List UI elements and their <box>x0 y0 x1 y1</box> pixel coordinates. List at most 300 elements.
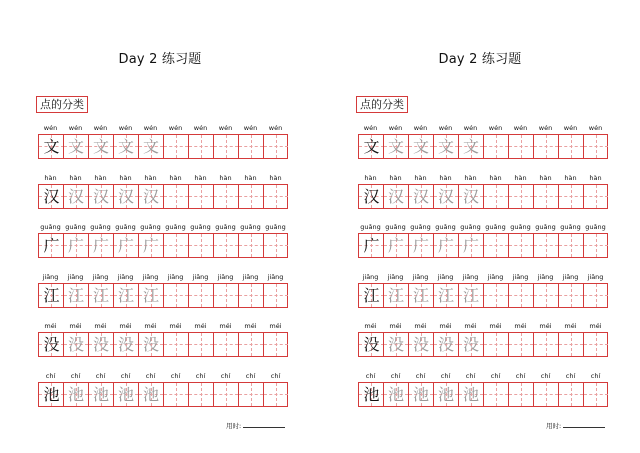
pinyin-label: jiāng <box>437 272 454 281</box>
trace-character: 没 <box>462 335 479 354</box>
guide-line-vertical <box>596 333 597 356</box>
pinyin-label: hàn <box>94 173 107 182</box>
writing-cell[interactable] <box>359 284 384 307</box>
writing-cell[interactable] <box>63 333 88 356</box>
model-character: 汉 <box>363 186 380 206</box>
writing-cell[interactable] <box>39 234 64 257</box>
pinyin-label: wén <box>193 124 208 132</box>
writing-cell[interactable] <box>533 383 558 406</box>
writing-cell[interactable] <box>63 284 88 307</box>
writing-cell[interactable] <box>383 284 408 307</box>
pinyin-label: méi <box>44 322 57 330</box>
trace-character: 江 <box>462 285 479 305</box>
writing-cell[interactable] <box>238 234 263 257</box>
time-field <box>546 421 605 430</box>
writing-cell[interactable] <box>433 185 458 208</box>
pinyin-row <box>38 322 288 332</box>
writing-cell[interactable] <box>458 185 483 208</box>
writing-cell[interactable] <box>433 333 458 356</box>
pinyin-label: hàn <box>414 173 427 182</box>
writing-cell[interactable] <box>188 333 213 356</box>
trace-character: 广 <box>92 236 109 255</box>
guide-line-vertical <box>571 284 572 307</box>
pinyin-label: wén <box>118 124 133 132</box>
trace-character: 广 <box>117 236 134 255</box>
writing-cell[interactable] <box>113 185 138 208</box>
time-blank-line[interactable] <box>563 422 605 428</box>
guide-line-vertical <box>176 284 177 307</box>
writing-cell[interactable] <box>213 284 238 307</box>
pinyin-row <box>358 223 608 233</box>
writing-cell[interactable] <box>39 185 64 208</box>
pinyin-label: jiāng <box>562 272 579 281</box>
guide-line-vertical <box>521 135 522 158</box>
pinyin-label: méi <box>169 322 182 330</box>
writing-cell[interactable] <box>583 185 608 208</box>
trace-character: 广 <box>437 236 454 255</box>
writing-cell[interactable] <box>113 234 138 257</box>
pinyin-label: hàn <box>194 173 207 182</box>
pinyin-label: chí <box>465 371 476 380</box>
pinyin-label: hàn <box>439 173 452 182</box>
trace-character: 江 <box>142 285 159 305</box>
guide-line-vertical <box>226 135 227 158</box>
writing-cell[interactable] <box>533 135 558 158</box>
guide-line-vertical <box>496 383 497 406</box>
writing-cell[interactable] <box>238 284 263 307</box>
guide-line-vertical <box>496 333 497 356</box>
pinyin-label: chí <box>440 371 451 380</box>
writing-cell[interactable] <box>263 135 288 158</box>
writing-grid <box>38 233 288 258</box>
writing-cell[interactable] <box>188 135 213 158</box>
guide-line-vertical <box>251 185 252 208</box>
worksheet-right <box>320 0 640 453</box>
pinyin-row <box>358 273 608 283</box>
pinyin-label: hàn <box>564 173 577 182</box>
pinyin-label: wén <box>218 124 233 132</box>
trace-character: 文 <box>92 137 109 156</box>
trace-character: 文 <box>67 137 84 156</box>
trace-character: 没 <box>67 335 84 354</box>
trace-character: 没 <box>117 335 134 354</box>
pinyin-label: jiāng <box>267 272 284 281</box>
writing-cell[interactable] <box>238 333 263 356</box>
writing-cell[interactable] <box>238 383 263 406</box>
pinyin-row <box>38 124 288 134</box>
writing-grid <box>38 283 288 308</box>
writing-grid <box>38 184 288 209</box>
pinyin-label: wén <box>388 124 403 132</box>
time-blank-line[interactable] <box>243 422 285 428</box>
trace-character: 广 <box>412 236 429 255</box>
trace-character: 广 <box>67 236 84 255</box>
writing-cell[interactable] <box>138 383 163 406</box>
trace-character: 池 <box>67 384 84 404</box>
writing-cell[interactable] <box>163 383 188 406</box>
guide-line-vertical <box>176 185 177 208</box>
writing-cell[interactable] <box>533 284 558 307</box>
pinyin-label: chí <box>245 371 256 380</box>
writing-cell[interactable] <box>63 234 88 257</box>
trace-character: 江 <box>92 285 109 305</box>
writing-cell[interactable] <box>163 185 188 208</box>
writing-cell[interactable] <box>408 284 433 307</box>
writing-cell[interactable] <box>138 333 163 356</box>
writing-cell[interactable] <box>213 383 238 406</box>
guide-line-vertical <box>571 383 572 406</box>
trace-character: 没 <box>92 335 109 354</box>
trace-character: 汉 <box>412 186 429 206</box>
writing-cell[interactable] <box>238 185 263 208</box>
writing-cell[interactable] <box>583 333 608 356</box>
guide-line-vertical <box>521 185 522 208</box>
pinyin-label: guǎng <box>190 223 211 231</box>
pinyin-label: wén <box>68 124 83 132</box>
pinyin-label: jiāng <box>92 272 109 281</box>
pinyin-label: méi <box>439 322 452 330</box>
model-character: 江 <box>363 285 380 305</box>
writing-cell[interactable] <box>383 383 408 406</box>
pinyin-label: jiāng <box>537 272 554 281</box>
writing-cell[interactable] <box>39 383 64 406</box>
pinyin-label: méi <box>69 322 82 330</box>
writing-cell[interactable] <box>188 234 213 257</box>
writing-cell[interactable] <box>163 333 188 356</box>
pinyin-label: wén <box>413 124 428 132</box>
writing-cell[interactable] <box>188 383 213 406</box>
writing-cell[interactable] <box>63 383 88 406</box>
guide-line-vertical <box>596 284 597 307</box>
pinyin-label: jiāng <box>242 272 259 281</box>
guide-line-vertical <box>276 333 277 356</box>
pinyin-label: guǎng <box>265 223 286 231</box>
writing-cell[interactable] <box>39 284 64 307</box>
writing-cell[interactable] <box>408 185 433 208</box>
writing-cell[interactable] <box>583 284 608 307</box>
guide-line-vertical <box>596 234 597 257</box>
writing-cell[interactable] <box>188 284 213 307</box>
writing-cell[interactable] <box>558 135 583 158</box>
trace-character: 广 <box>462 236 479 255</box>
writing-cell[interactable] <box>213 234 238 257</box>
writing-cell[interactable] <box>359 383 384 406</box>
writing-cell[interactable] <box>88 185 113 208</box>
writing-cell[interactable] <box>558 383 583 406</box>
writing-cell[interactable] <box>508 284 533 307</box>
writing-cell[interactable] <box>138 135 163 158</box>
guide-line-vertical <box>496 284 497 307</box>
pinyin-row <box>358 372 608 382</box>
writing-cell[interactable] <box>533 333 558 356</box>
pinyin-row <box>38 273 288 283</box>
writing-cell[interactable] <box>113 333 138 356</box>
writing-cell[interactable] <box>558 333 583 356</box>
pinyin-label: guǎng <box>215 223 236 231</box>
pinyin-label: wén <box>93 124 108 132</box>
writing-cell[interactable] <box>458 135 483 158</box>
writing-cell[interactable] <box>88 284 113 307</box>
writing-cell[interactable] <box>263 234 288 257</box>
pinyin-label: chí <box>365 371 376 380</box>
writing-cell[interactable] <box>138 185 163 208</box>
writing-cell[interactable] <box>213 333 238 356</box>
writing-cell[interactable] <box>583 135 608 158</box>
pinyin-label: guǎng <box>40 223 61 231</box>
pinyin-label: méi <box>564 322 577 330</box>
guide-line-vertical <box>546 185 547 208</box>
pinyin-label: chí <box>540 371 551 380</box>
writing-cell[interactable] <box>163 135 188 158</box>
guide-line-vertical <box>546 135 547 158</box>
pinyin-label: wén <box>563 124 578 132</box>
pinyin-label: hàn <box>389 173 402 182</box>
writing-cell[interactable] <box>483 234 508 257</box>
time-label: 用时: <box>546 422 562 430</box>
writing-cell[interactable] <box>483 284 508 307</box>
guide-line-vertical <box>276 185 277 208</box>
trace-character: 没 <box>437 335 454 354</box>
pinyin-label: hàn <box>489 173 502 182</box>
writing-cell[interactable] <box>359 234 384 257</box>
guide-line-vertical <box>571 185 572 208</box>
guide-line-vertical <box>546 284 547 307</box>
writing-cell[interactable] <box>533 234 558 257</box>
pinyin-label: jiāng <box>42 272 59 281</box>
pinyin-label: méi <box>489 322 502 330</box>
writing-cell[interactable] <box>383 185 408 208</box>
pinyin-label: chí <box>220 371 231 380</box>
writing-cell[interactable] <box>558 284 583 307</box>
pinyin-label: wén <box>488 124 503 132</box>
model-character: 没 <box>363 335 380 354</box>
pinyin-label: chí <box>145 371 156 380</box>
pinyin-label: hàn <box>269 173 282 182</box>
writing-cell[interactable] <box>88 383 113 406</box>
writing-cell[interactable] <box>238 135 263 158</box>
writing-cell[interactable] <box>113 383 138 406</box>
writing-cell[interactable] <box>458 333 483 356</box>
pinyin-label: guǎng <box>435 223 456 231</box>
trace-character: 汉 <box>67 186 84 206</box>
writing-grid <box>358 184 608 209</box>
writing-cell[interactable] <box>533 185 558 208</box>
writing-cell[interactable] <box>383 333 408 356</box>
guide-line-vertical <box>201 383 202 406</box>
pinyin-label: chí <box>45 371 56 380</box>
trace-character: 文 <box>387 137 404 156</box>
writing-cell[interactable] <box>163 234 188 257</box>
pinyin-label: guǎng <box>90 223 111 231</box>
pinyin-label: wén <box>463 124 478 132</box>
writing-cell[interactable] <box>433 284 458 307</box>
pinyin-label: méi <box>194 322 207 330</box>
model-character: 没 <box>43 335 60 354</box>
guide-line-vertical <box>201 135 202 158</box>
guide-line-vertical <box>546 383 547 406</box>
model-character: 文 <box>363 137 380 156</box>
pinyin-label: wén <box>438 124 453 132</box>
writing-cell[interactable] <box>483 185 508 208</box>
writing-cell[interactable] <box>263 383 288 406</box>
pinyin-label: jiāng <box>412 272 429 281</box>
pinyin-label: wén <box>143 124 158 132</box>
trace-character: 文 <box>117 137 134 156</box>
writing-cell[interactable] <box>508 234 533 257</box>
guide-line-vertical <box>226 333 227 356</box>
writing-cell[interactable] <box>383 234 408 257</box>
writing-cell[interactable] <box>483 383 508 406</box>
trace-character: 广 <box>142 236 159 255</box>
pinyin-label: guǎng <box>115 223 136 231</box>
pinyin-label: jiāng <box>67 272 84 281</box>
writing-cell[interactable] <box>113 284 138 307</box>
pinyin-label: hàn <box>464 173 477 182</box>
pinyin-label: hàn <box>144 173 157 182</box>
model-character: 池 <box>363 384 380 404</box>
writing-cell[interactable] <box>88 234 113 257</box>
guide-line-vertical <box>496 135 497 158</box>
pinyin-label: hàn <box>364 173 377 182</box>
guide-line-vertical <box>596 135 597 158</box>
pinyin-label: guǎng <box>410 223 431 231</box>
trace-character: 没 <box>387 335 404 354</box>
trace-character: 江 <box>67 285 84 305</box>
guide-line-vertical <box>546 234 547 257</box>
trace-character: 江 <box>437 285 454 305</box>
writing-cell[interactable] <box>359 333 384 356</box>
pinyin-label: wén <box>513 124 528 132</box>
writing-cell[interactable] <box>138 284 163 307</box>
writing-cell[interactable] <box>433 234 458 257</box>
pinyin-label: chí <box>565 371 576 380</box>
writing-cell[interactable] <box>458 383 483 406</box>
writing-cell[interactable] <box>39 135 64 158</box>
writing-cell[interactable] <box>558 185 583 208</box>
pinyin-label: jiāng <box>362 272 379 281</box>
writing-cell[interactable] <box>408 383 433 406</box>
pinyin-label: hàn <box>44 173 57 182</box>
writing-grid <box>358 382 608 407</box>
guide-line-vertical <box>176 135 177 158</box>
pinyin-label: hàn <box>244 173 257 182</box>
writing-cell[interactable] <box>508 135 533 158</box>
writing-cell[interactable] <box>458 284 483 307</box>
writing-cell[interactable] <box>558 234 583 257</box>
pinyin-label: jiāng <box>192 272 209 281</box>
guide-line-vertical <box>226 284 227 307</box>
trace-character: 没 <box>142 335 159 354</box>
trace-character: 文 <box>437 137 454 156</box>
pinyin-label: méi <box>514 322 527 330</box>
pinyin-label: chí <box>170 371 181 380</box>
writing-cell[interactable] <box>483 135 508 158</box>
writing-cell[interactable] <box>508 333 533 356</box>
guide-line-vertical <box>571 333 572 356</box>
writing-cell[interactable] <box>433 135 458 158</box>
pinyin-label: méi <box>94 322 107 330</box>
trace-character: 汉 <box>92 186 109 206</box>
pinyin-label: wén <box>538 124 553 132</box>
writing-cell[interactable] <box>408 234 433 257</box>
writing-cell[interactable] <box>213 185 238 208</box>
writing-cell[interactable] <box>433 383 458 406</box>
writing-cell[interactable] <box>263 185 288 208</box>
trace-character: 没 <box>412 335 429 354</box>
writing-cell[interactable] <box>263 284 288 307</box>
guide-line-vertical <box>496 185 497 208</box>
pinyin-label: guǎng <box>560 223 581 231</box>
writing-grid <box>38 382 288 407</box>
writing-cell[interactable] <box>213 135 238 158</box>
model-character: 文 <box>43 137 60 156</box>
writing-cell[interactable] <box>138 234 163 257</box>
writing-cell[interactable] <box>359 185 384 208</box>
pinyin-label: chí <box>490 371 501 380</box>
pinyin-row <box>358 124 608 134</box>
writing-cell[interactable] <box>383 135 408 158</box>
pinyin-row <box>38 372 288 382</box>
pinyin-label: hàn <box>589 173 602 182</box>
writing-cell[interactable] <box>583 234 608 257</box>
pinyin-label: méi <box>144 322 157 330</box>
pinyin-label: méi <box>539 322 552 330</box>
writing-cell[interactable] <box>88 135 113 158</box>
guide-line-vertical <box>596 185 597 208</box>
guide-line-vertical <box>521 333 522 356</box>
writing-grid <box>358 283 608 308</box>
writing-cell[interactable] <box>483 333 508 356</box>
writing-cell[interactable] <box>408 333 433 356</box>
pinyin-label: méi <box>269 322 282 330</box>
writing-cell[interactable] <box>188 185 213 208</box>
trace-character: 汉 <box>437 186 454 206</box>
writing-cell[interactable] <box>408 135 433 158</box>
model-character: 广 <box>43 236 60 255</box>
guide-line-vertical <box>176 383 177 406</box>
model-character: 汉 <box>43 186 60 206</box>
guide-line-vertical <box>521 234 522 257</box>
pinyin-label: chí <box>390 371 401 380</box>
writing-cell[interactable] <box>359 135 384 158</box>
pinyin-label: chí <box>95 371 106 380</box>
pinyin-label: méi <box>244 322 257 330</box>
pinyin-label: hàn <box>539 173 552 182</box>
trace-character: 池 <box>117 384 134 404</box>
pinyin-label: guǎng <box>485 223 506 231</box>
writing-cell[interactable] <box>88 333 113 356</box>
writing-cell[interactable] <box>163 284 188 307</box>
guide-line-vertical <box>276 135 277 158</box>
writing-cell[interactable] <box>63 135 88 158</box>
writing-cell[interactable] <box>263 333 288 356</box>
pinyin-label: guǎng <box>140 223 161 231</box>
guide-line-vertical <box>276 234 277 257</box>
guide-line-vertical <box>176 234 177 257</box>
writing-cell[interactable] <box>39 333 64 356</box>
pinyin-label: méi <box>364 322 377 330</box>
writing-cell[interactable] <box>508 383 533 406</box>
writing-cell[interactable] <box>583 383 608 406</box>
writing-cell[interactable] <box>113 135 138 158</box>
writing-cell[interactable] <box>458 234 483 257</box>
trace-character: 江 <box>387 285 404 305</box>
pinyin-label: hàn <box>219 173 232 182</box>
pinyin-label: guǎng <box>240 223 261 231</box>
writing-cell[interactable] <box>508 185 533 208</box>
trace-character: 广 <box>387 236 404 255</box>
writing-cell[interactable] <box>63 185 88 208</box>
